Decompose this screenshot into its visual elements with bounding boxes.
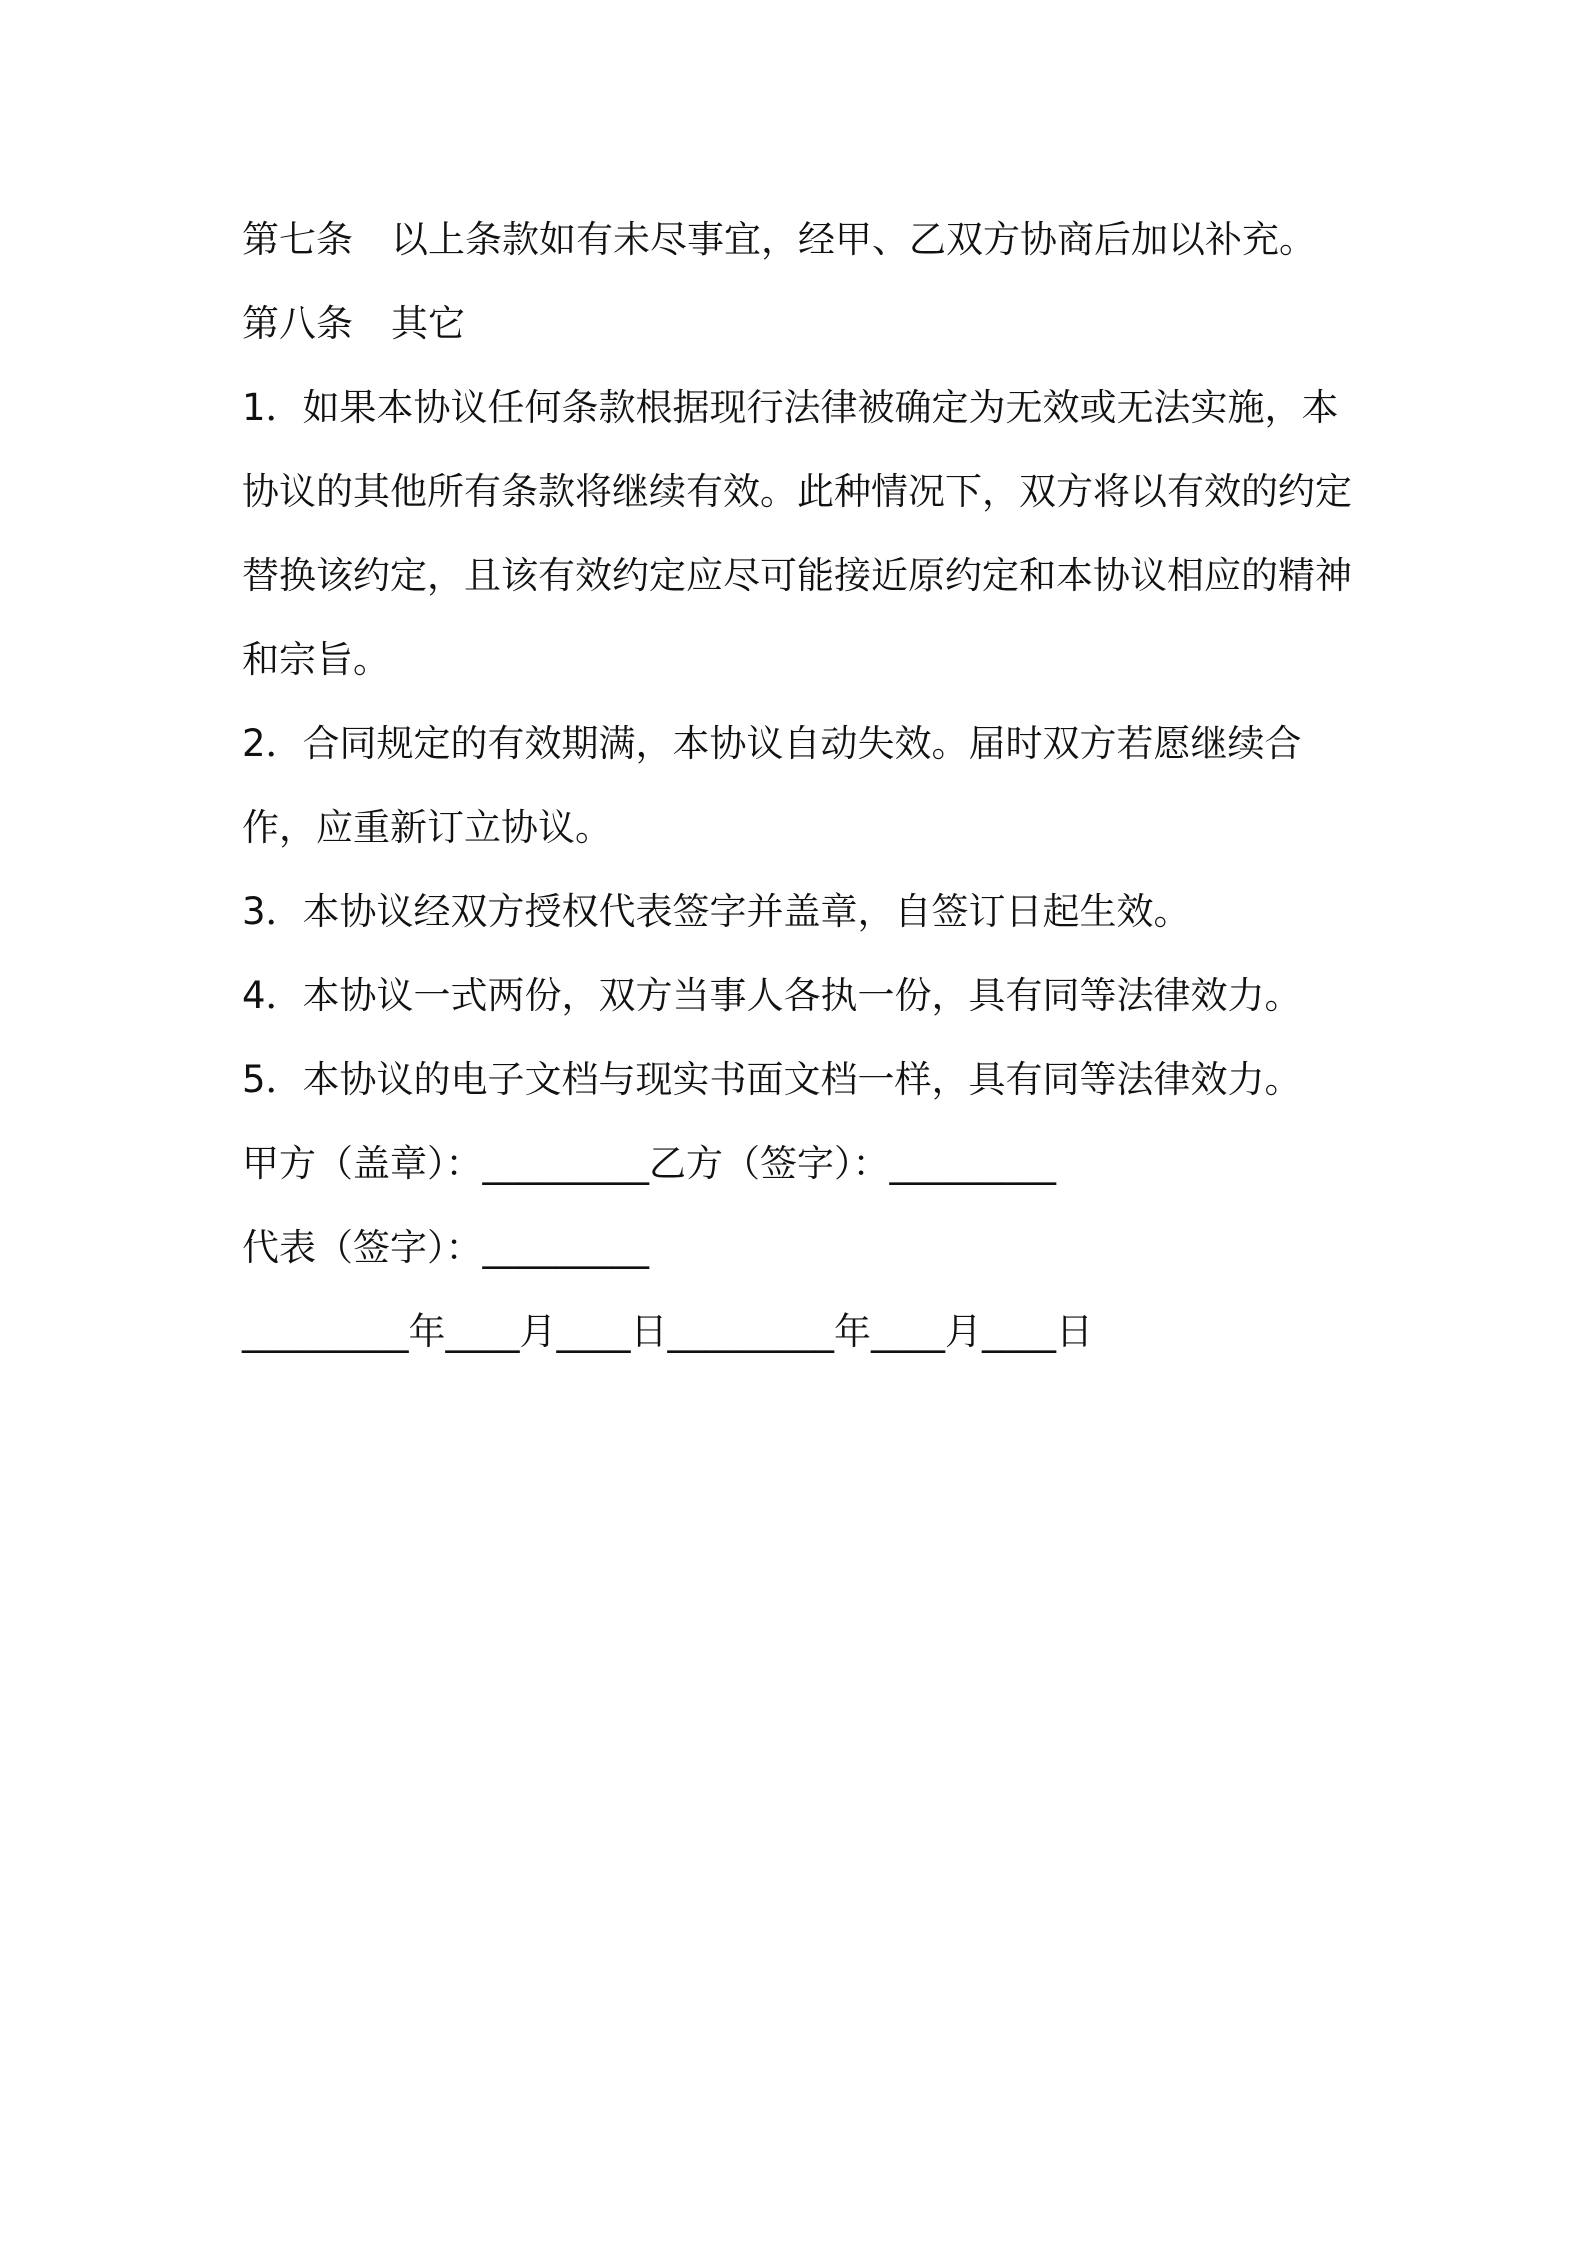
article-8 [242,282,1362,366]
article-7-text: 以上条款如有未尽事宜，经甲、乙双方协商后加以补充。 [391,218,1316,261]
clause-5: 5．本协议的电子文档与现实书面文档一样，具有同等法律效力。 [242,1058,1302,1101]
document-body [242,198,1362,1374]
date-line: _________年____月____日_________年____月____日 [242,1310,1093,1353]
clause-1: 1．如果本协议任何条款根据现行法律被确定为无效或无法实施，本协议的其他所有条款将继续有效。此种情况下，双方将以有效的约定替换该约定，且该有效约定应尽可能接近原约定和本协议相应的精神和宗旨。 [242,386,1352,681]
clause-4: 4．本协议一式两份，双方当事人各执一份，具有同等法律效力。 [242,974,1302,1017]
party-signature-line: 甲方（盖章）：_________乙方（签字）：_________ [242,1142,1056,1185]
article-8-heading: 第八条 [242,302,353,345]
representative-signature-line: 代表（签字）：_________ [242,1226,649,1269]
article-8-text: 其它 [391,302,465,345]
article-7 [242,198,1362,282]
clause-3: 3．本协议经双方授权代表签字并盖章，自签订日起生效。 [242,890,1191,933]
clause-2: 2．合同规定的有效期满，本协议自动失效。届时双方若愿继续合作，应重新订立协议。 [242,722,1302,849]
article-7-heading: 第七条 [242,218,353,261]
